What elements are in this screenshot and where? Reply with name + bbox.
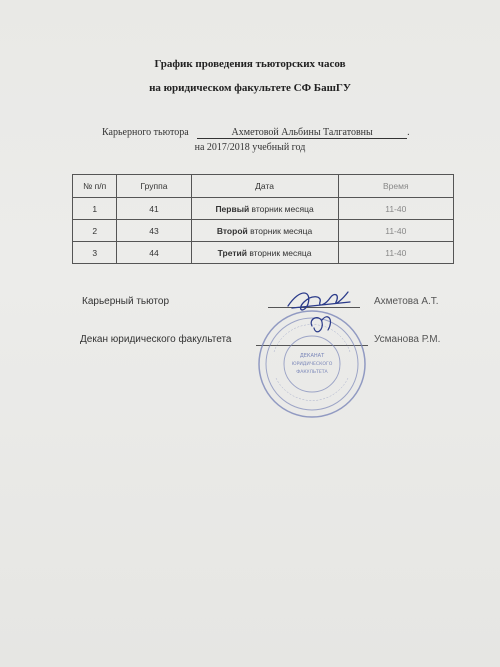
academic-year: на 2017/2018 учебный год bbox=[194, 142, 306, 153]
tutor-suffix: . bbox=[407, 127, 410, 138]
row-number: 1 bbox=[73, 198, 117, 220]
dean-signature-label: Декан юридического факультета bbox=[80, 334, 232, 345]
document-title: График проведения тьюторских часов bbox=[154, 58, 346, 70]
row-group: 44 bbox=[117, 242, 191, 264]
tutor-signature-name: Ахметова А.Т. bbox=[374, 296, 439, 307]
row-time: 11-40 bbox=[338, 198, 453, 220]
row-date-ordinal: Второй bbox=[216, 225, 248, 236]
dean-signature-name: Усманова Р.М. bbox=[374, 334, 441, 345]
row-time: 11-40 bbox=[338, 220, 453, 242]
row-date-rest: вторник месяца bbox=[249, 203, 314, 214]
table-row bbox=[73, 242, 454, 264]
header-time: Время bbox=[338, 175, 453, 198]
svg-text:ЮРИДИЧЕСКОГО: ЮРИДИЧЕСКОГО bbox=[291, 362, 333, 367]
svg-text:ФАКУЛЬТЕТА: ФАКУЛЬТЕТА bbox=[296, 370, 328, 375]
row-date bbox=[191, 198, 338, 220]
row-time: 11-40 bbox=[338, 242, 453, 264]
svg-text:ДЕКАНАТ: ДЕКАНАТ bbox=[299, 353, 325, 359]
header-number: № п/п bbox=[73, 175, 117, 198]
table-row bbox=[73, 220, 454, 242]
tutor-line bbox=[102, 127, 432, 139]
row-date bbox=[191, 242, 338, 264]
row-date-rest: вторник месяца bbox=[246, 247, 312, 258]
handwritten-signature bbox=[282, 284, 362, 344]
tutor-signature-label: Карьерный тьютор bbox=[82, 296, 170, 307]
tutor-prefix: Карьерного тьютора bbox=[102, 127, 189, 138]
header-date: Дата bbox=[191, 175, 338, 198]
header-group: Группа bbox=[117, 175, 191, 198]
row-date bbox=[191, 220, 338, 242]
table-row bbox=[73, 198, 454, 220]
row-date-rest: вторник месяца bbox=[247, 225, 313, 236]
row-date-ordinal: Первый bbox=[215, 203, 250, 214]
schedule-table bbox=[72, 174, 454, 264]
row-number: 2 bbox=[73, 220, 117, 242]
table-header-row bbox=[73, 175, 454, 198]
tutor-name: Ахметовой Альбины Талгатовны bbox=[197, 127, 407, 139]
document-subtitle: на юридическом факультете СФ БашГУ bbox=[149, 82, 351, 94]
row-date-ordinal: Третий bbox=[217, 247, 247, 258]
row-group: 41 bbox=[117, 198, 191, 220]
row-group: 43 bbox=[117, 220, 191, 242]
row-number: 3 bbox=[73, 242, 117, 264]
